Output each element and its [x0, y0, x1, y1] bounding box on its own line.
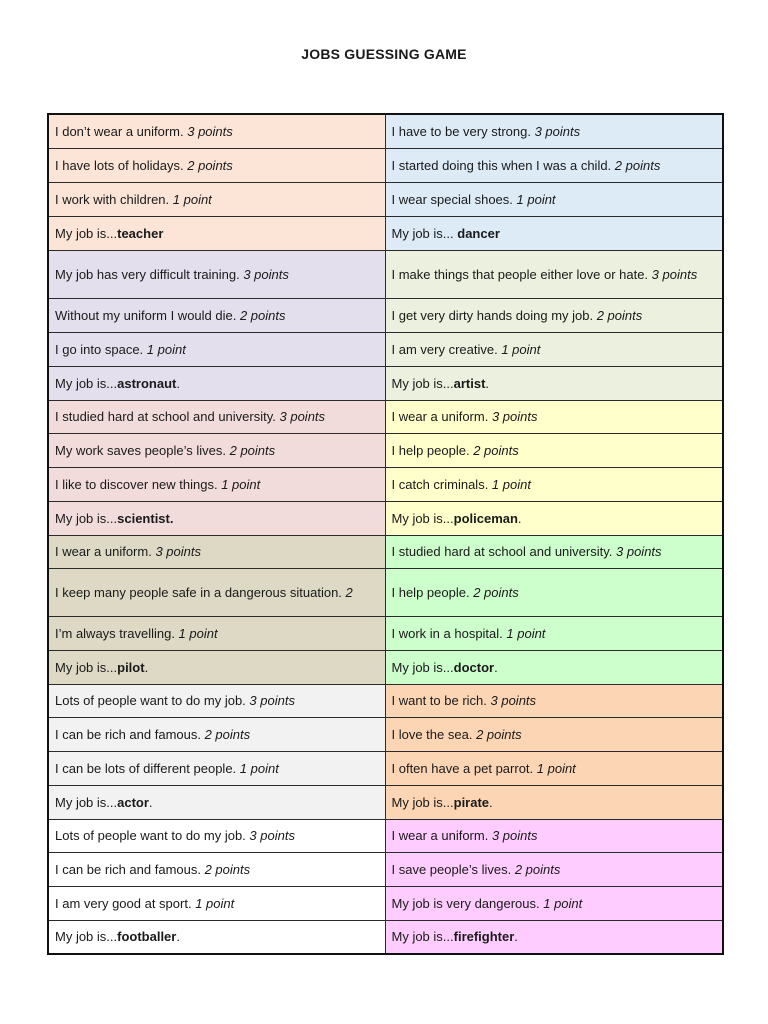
table-row — [48, 216, 723, 250]
answer-punctuation: . — [489, 794, 493, 810]
clue-cell-left — [48, 114, 385, 148]
clue-cell-right — [385, 332, 723, 366]
points-value: 3 points — [249, 693, 295, 708]
points-value: 2 points — [596, 307, 643, 323]
points-value: 3 points — [187, 123, 233, 139]
points-value: 3 points — [616, 544, 662, 559]
job-answer: artist — [453, 375, 486, 391]
clue-text: My work saves people’s lives. — [55, 442, 230, 458]
points-value: 1 point — [239, 760, 279, 776]
clue-text: Without my uniform I would die. — [55, 307, 240, 323]
table-row — [48, 366, 723, 400]
table-row — [48, 650, 723, 684]
clue-text: I keep many people safe in a dangerous situation. — [55, 584, 346, 600]
table-row — [48, 886, 723, 920]
points-value: 2 points — [187, 157, 233, 173]
clue-text: I studied hard at school and university. — [55, 409, 280, 424]
job-answer: pilot — [117, 659, 145, 675]
clue-text: I get very dirty hands doing my job. — [391, 307, 597, 323]
points-value: 3 points — [243, 266, 289, 282]
clue-text: I wear a uniform. — [391, 828, 492, 843]
points-value: 3 points — [155, 544, 201, 559]
clue-cell-left — [48, 400, 385, 433]
points-value: 1 point — [172, 191, 212, 207]
clue-text: My job is... — [391, 225, 458, 241]
clue-text: I wear special shoes. — [391, 191, 517, 207]
points-value: 1 point — [146, 341, 186, 357]
points-value: 1 point — [536, 760, 576, 776]
answer-punctuation: . — [514, 929, 518, 945]
clue-cell-left — [48, 785, 385, 819]
points-value: 2 points — [476, 726, 522, 742]
job-answer: teacher — [117, 225, 164, 241]
clue-cell-left — [48, 684, 385, 717]
clue-text: Lots of people want to do my job. — [55, 693, 250, 708]
job-answer: astronaut — [117, 375, 177, 391]
clue-cell-right — [385, 216, 723, 250]
table-row — [48, 148, 723, 182]
clue-cell-left — [48, 216, 385, 250]
points-value: 2 points — [473, 442, 519, 458]
job-answer: actor — [117, 794, 149, 810]
clue-cell-left — [48, 298, 385, 332]
table-row — [48, 298, 723, 332]
clue-text: My job is... — [391, 510, 454, 526]
table-row — [48, 332, 723, 366]
table-row — [48, 751, 723, 785]
clue-cell-right — [385, 501, 723, 535]
points-value: 2 points — [614, 157, 661, 173]
clue-cell-left — [48, 250, 385, 298]
clue-cell-left — [48, 819, 385, 852]
clue-text: I can be lots of different people. — [55, 760, 240, 776]
clue-cell-right — [385, 717, 723, 751]
clue-text: I catch criminals. — [391, 476, 492, 492]
clue-text: My job is... — [55, 225, 118, 241]
table-row — [48, 535, 723, 568]
clue-cell-left — [48, 886, 385, 920]
clue-cell-right — [385, 366, 723, 400]
clue-cell-right — [385, 819, 723, 852]
job-answer: scientist. — [117, 510, 174, 526]
clue-cell-left — [48, 920, 385, 954]
clue-cell-right — [385, 433, 723, 467]
clue-text: I wear a uniform. — [391, 409, 492, 424]
clue-text: My job is... — [391, 794, 454, 810]
clue-cell-left — [48, 182, 385, 216]
table-row — [48, 852, 723, 886]
clue-cell-left — [48, 433, 385, 467]
clue-text: My job has very difficult training. — [55, 266, 244, 282]
table-row — [48, 717, 723, 751]
clue-text: I am very good at sport. — [55, 895, 196, 911]
table-row — [48, 920, 723, 954]
clue-cell-right — [385, 114, 723, 148]
clue-text: I work with children. — [55, 191, 173, 207]
table-row — [48, 501, 723, 535]
table-row — [48, 433, 723, 467]
job-answer: policeman — [453, 510, 518, 526]
clue-text: My job is... — [55, 375, 118, 391]
answer-punctuation: . — [176, 929, 180, 945]
clue-cell-left — [48, 467, 385, 501]
answer-punctuation: . — [144, 659, 149, 675]
clue-cell-right — [385, 886, 723, 920]
clue-cell-right — [385, 250, 723, 298]
clue-cell-left — [48, 616, 385, 650]
clue-text: I like to discover new things. — [55, 476, 222, 492]
clue-cell-right — [385, 920, 723, 954]
clue-text: I studied hard at school and university. — [391, 544, 616, 559]
table-row — [48, 182, 723, 216]
points-value: 2 — [345, 584, 353, 600]
clue-text: I help people. — [391, 442, 474, 458]
points-value: 1 point — [195, 895, 235, 911]
clue-cell-left — [48, 366, 385, 400]
points-value: 3 points — [651, 266, 698, 282]
table-row — [48, 684, 723, 717]
points-value: 1 point — [221, 476, 261, 492]
clue-cell-right — [385, 785, 723, 819]
points-value: 3 points — [249, 828, 295, 843]
clue-text: My job is... — [55, 510, 118, 526]
clue-text: Lots of people want to do my job. — [55, 828, 250, 843]
clue-cell-left — [48, 535, 385, 568]
points-value: 3 points — [534, 123, 581, 139]
points-value: 3 points — [490, 693, 537, 708]
job-answer: doctor — [453, 659, 495, 675]
answer-punctuation: . — [485, 375, 490, 391]
clue-text: My job is... — [55, 659, 118, 675]
points-value: 1 point — [506, 625, 546, 641]
points-value: 2 points — [473, 584, 519, 600]
answer-punctuation: . — [494, 659, 498, 675]
job-answer: dancer — [457, 225, 500, 241]
table-row — [48, 616, 723, 650]
job-answer: footballer — [117, 929, 177, 945]
clue-cell-left — [48, 501, 385, 535]
clue-cell-right — [385, 535, 723, 568]
clue-text: I can be rich and famous. — [55, 861, 205, 877]
clue-cell-left — [48, 717, 385, 751]
table-row — [48, 819, 723, 852]
clue-cell-left — [48, 148, 385, 182]
job-answer: pirate — [453, 794, 490, 810]
points-value: 1 point — [491, 476, 531, 492]
clue-text: I often have a pet parrot. — [391, 760, 537, 776]
clue-cell-right — [385, 148, 723, 182]
clue-cell-right — [385, 568, 723, 616]
points-value: 1 point — [516, 191, 556, 207]
clue-text: I want to be rich. — [391, 693, 491, 708]
job-answer: firefighter — [453, 929, 515, 945]
clue-cell-left — [48, 852, 385, 886]
clue-cell-left — [48, 751, 385, 785]
clue-cell-left — [48, 568, 385, 616]
clue-cell-right — [385, 650, 723, 684]
points-value: 2 points — [229, 442, 276, 458]
clue-text: I am very creative. — [391, 341, 502, 357]
clue-text: My job is... — [55, 929, 118, 945]
points-value: 3 points — [491, 409, 538, 424]
clue-text: I’m always travelling. — [55, 625, 179, 641]
points-value: 2 points — [204, 726, 251, 742]
clue-cell-left — [48, 650, 385, 684]
clue-cell-right — [385, 852, 723, 886]
clue-text: My job is... — [391, 659, 454, 675]
clue-text: I can be rich and famous. — [55, 726, 205, 742]
points-value: 1 point — [543, 895, 583, 911]
clue-text: My job is... — [391, 375, 454, 391]
clue-text: I have to be very strong. — [391, 123, 535, 139]
clue-cell-left — [48, 332, 385, 366]
points-value: 1 point — [501, 341, 541, 357]
clue-cell-right — [385, 751, 723, 785]
clue-cell-right — [385, 616, 723, 650]
clue-text: I love the sea. — [391, 726, 477, 742]
clue-text: My job is... — [391, 929, 454, 945]
clue-cell-right — [385, 467, 723, 501]
clue-text: I work in a hospital. — [391, 625, 507, 641]
clue-text: I make things that people either love or hate. — [391, 266, 652, 282]
clue-text: My job is... — [55, 794, 118, 810]
table-row — [48, 114, 723, 148]
answer-punctuation: . — [176, 375, 180, 391]
points-value: 2 points — [204, 861, 251, 877]
clue-cell-right — [385, 298, 723, 332]
clue-text: I go into space. — [55, 341, 147, 357]
clue-cell-right — [385, 400, 723, 433]
clue-text: I wear a uniform. — [55, 544, 156, 559]
jobs-clue-table — [47, 113, 724, 955]
answer-punctuation: . — [517, 510, 522, 526]
points-value: 2 points — [239, 307, 286, 323]
table-row — [48, 250, 723, 298]
clue-cell-right — [385, 182, 723, 216]
table-row — [48, 785, 723, 819]
points-value: 1 point — [178, 625, 218, 641]
table-row — [48, 568, 723, 616]
clue-text: I have lots of holidays. — [55, 157, 188, 173]
table-row — [48, 467, 723, 501]
answer-punctuation: . — [148, 794, 153, 810]
table-row — [48, 400, 723, 433]
points-value: 3 points — [279, 409, 326, 424]
clue-text: I save people’s lives. — [391, 861, 515, 877]
points-value: 3 points — [491, 828, 538, 843]
clue-text: I help people. — [391, 584, 474, 600]
points-value: 2 points — [514, 861, 561, 877]
page-title: JOBS GUESSING GAME — [301, 46, 467, 62]
clue-cell-right — [385, 684, 723, 717]
clue-text: My job is very dangerous. — [391, 895, 544, 911]
clue-text: I started doing this when I was a child. — [391, 157, 615, 173]
clue-text: I don’t wear a uniform. — [55, 123, 188, 139]
